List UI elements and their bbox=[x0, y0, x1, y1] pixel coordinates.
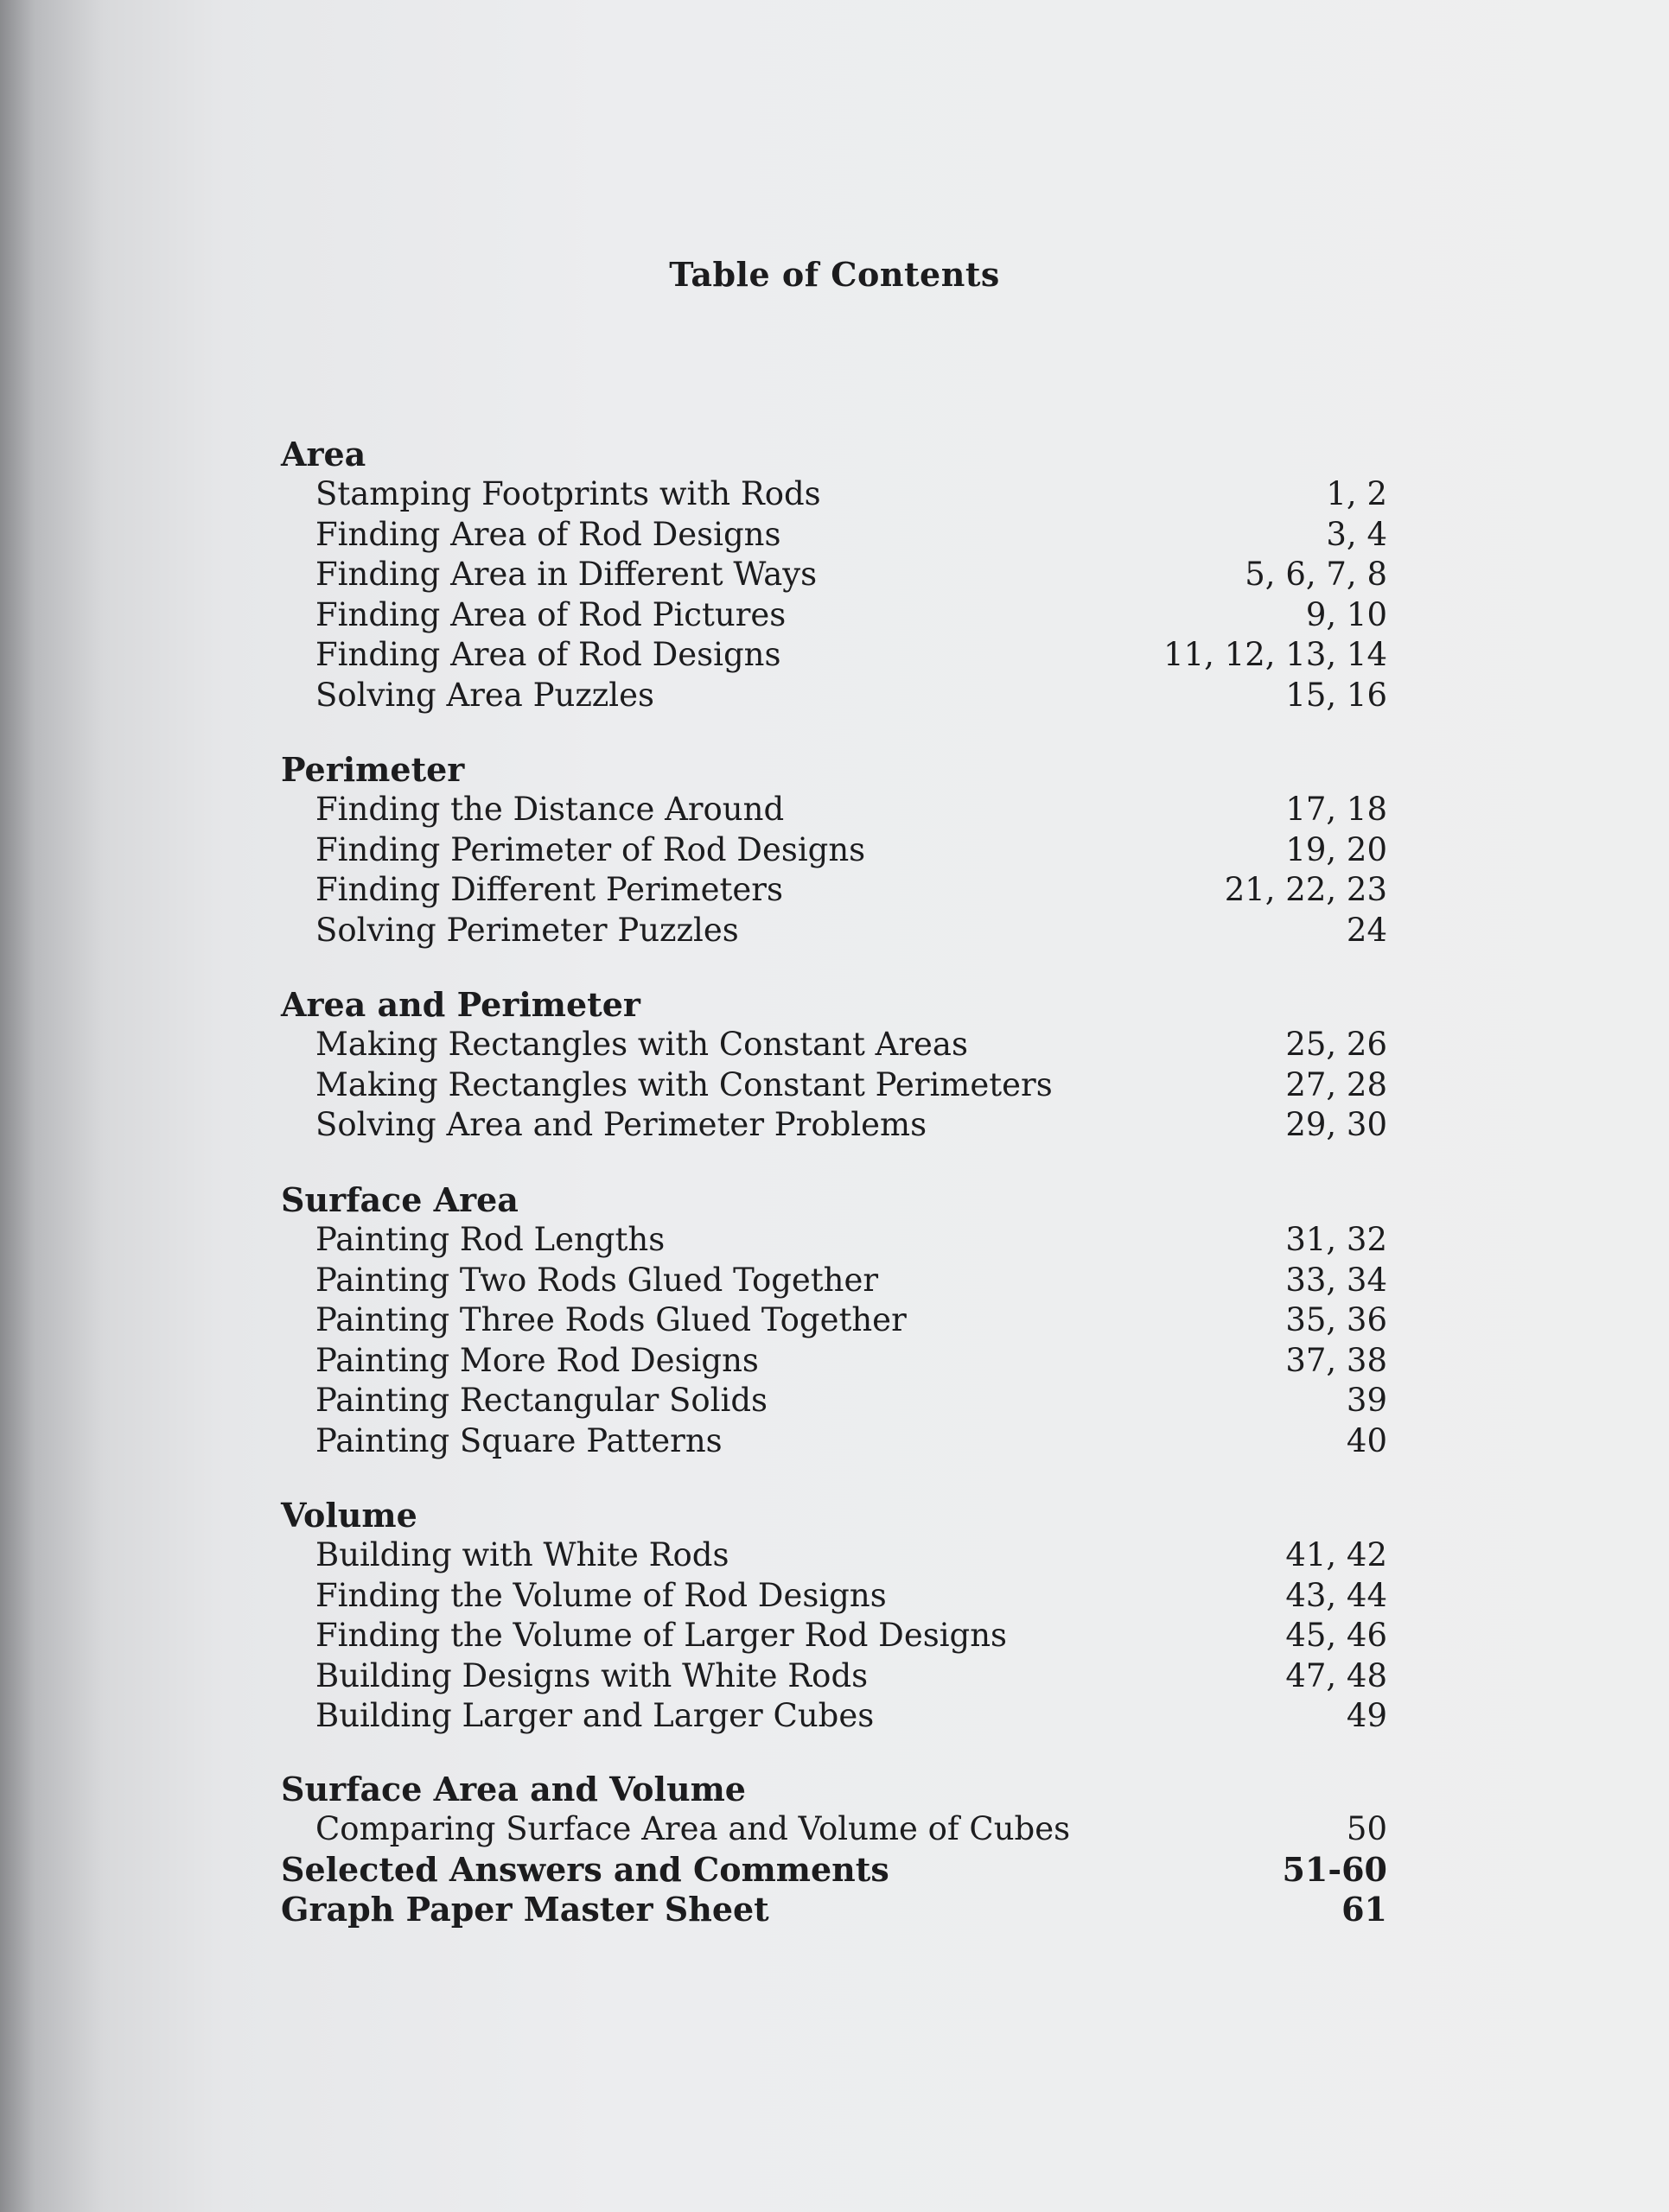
entry-label: Finding Area of Rod Designs bbox=[315, 515, 781, 553]
toc-entry bbox=[281, 635, 1387, 676]
toc-entry bbox=[281, 1025, 1387, 1065]
section-heading: Perimeter bbox=[281, 750, 465, 789]
entry-pages: 1, 2 bbox=[1326, 475, 1387, 512]
entry-pages: 15, 16 bbox=[1285, 676, 1387, 714]
entry-label: Selected Answers and Comments bbox=[281, 1849, 889, 1889]
section-heading: Volume bbox=[281, 1496, 417, 1535]
toc-entry bbox=[281, 1421, 1387, 1462]
entry-pages: 47, 48 bbox=[1285, 1656, 1387, 1694]
entry-pages: 49 bbox=[1346, 1697, 1387, 1734]
entry-pages: 50 bbox=[1346, 1810, 1387, 1847]
entry-label: Stamping Footprints with Rods bbox=[315, 475, 821, 512]
entry-pages: 19, 20 bbox=[1285, 830, 1387, 868]
entry-pages: 21, 22, 23 bbox=[1224, 871, 1387, 908]
toc-entry bbox=[281, 1696, 1387, 1737]
entry-pages: 39 bbox=[1346, 1382, 1387, 1419]
entry-pages: 51-60 bbox=[1282, 1849, 1387, 1889]
entry-label: Painting Three Rods Glued Together bbox=[315, 1301, 907, 1338]
entry-pages: 24 bbox=[1346, 911, 1387, 949]
entry-pages: 17, 18 bbox=[1285, 791, 1387, 828]
toc-entry bbox=[281, 1656, 1387, 1697]
entry-label: Solving Area Puzzles bbox=[315, 676, 655, 714]
entry-pages: 29, 30 bbox=[1285, 1106, 1387, 1143]
entry-label: Building with White Rods bbox=[315, 1536, 729, 1573]
page-title: Table of Contents bbox=[669, 255, 1000, 294]
toc-entry bbox=[281, 1616, 1387, 1656]
toc-entry bbox=[281, 1809, 1387, 1850]
entry-label: Making Rectangles with Constant Areas bbox=[315, 1026, 968, 1063]
toc-section-perimeter bbox=[281, 750, 1387, 950]
section-heading: Area bbox=[281, 435, 366, 474]
entry-pages: 3, 4 bbox=[1326, 515, 1387, 553]
entry-pages: 31, 32 bbox=[1285, 1221, 1387, 1258]
toc-entry bbox=[281, 911, 1387, 951]
entry-label: Painting Square Patterns bbox=[315, 1421, 723, 1459]
entry-pages: 11, 12, 13, 14 bbox=[1163, 636, 1387, 673]
toc-section-surface-area-and-volume bbox=[281, 1770, 1387, 1930]
entry-pages: 25, 26 bbox=[1285, 1026, 1387, 1063]
entry-label: Finding the Distance Around bbox=[315, 791, 785, 828]
entry-label: Finding Area of Rod Pictures bbox=[315, 595, 787, 633]
entry-pages: 43, 44 bbox=[1285, 1576, 1387, 1614]
toc-section-area bbox=[281, 435, 1387, 715]
section-heading: Area and Perimeter bbox=[281, 985, 640, 1024]
toc-section-area-and-perimeter bbox=[281, 985, 1387, 1146]
entry-label: Building Designs with White Rods bbox=[315, 1656, 869, 1694]
toc-section-surface-area bbox=[281, 1180, 1387, 1461]
entry-pages: 37, 38 bbox=[1285, 1341, 1387, 1379]
toc-entry bbox=[281, 1341, 1387, 1382]
entry-label: Finding Perimeter of Rod Designs bbox=[315, 830, 866, 868]
entry-label: Finding the Volume of Larger Rod Designs bbox=[315, 1617, 1008, 1654]
toc-entry bbox=[281, 790, 1387, 830]
entry-label: Solving Area and Perimeter Problems bbox=[315, 1106, 927, 1143]
toc-entry bbox=[281, 1065, 1387, 1106]
entry-label: Painting Two Rods Glued Together bbox=[315, 1261, 879, 1299]
toc-section-volume bbox=[281, 1496, 1387, 1737]
toc-entry bbox=[281, 870, 1387, 911]
entry-label: Comparing Surface Area and Volume of Cubes bbox=[315, 1810, 1071, 1847]
entry-pages: 35, 36 bbox=[1285, 1301, 1387, 1338]
entry-label: Finding the Volume of Rod Designs bbox=[315, 1576, 887, 1614]
entry-pages: 41, 42 bbox=[1285, 1536, 1387, 1573]
entry-pages: 9, 10 bbox=[1305, 595, 1387, 633]
toc-entry bbox=[281, 830, 1387, 871]
entry-label: Finding Different Perimeters bbox=[315, 871, 783, 908]
toc-entry bbox=[281, 1576, 1387, 1617]
entry-pages: 27, 28 bbox=[1285, 1065, 1387, 1103]
toc-entry bbox=[281, 1105, 1387, 1146]
toc-entry bbox=[281, 1381, 1387, 1421]
toc-entry bbox=[281, 555, 1387, 595]
toc-entry bbox=[281, 1261, 1387, 1301]
entry-label: Finding Area in Different Ways bbox=[315, 556, 818, 593]
entry-label: Building Larger and Larger Cubes bbox=[315, 1697, 875, 1734]
entry-pages: 33, 34 bbox=[1285, 1261, 1387, 1299]
toc-entry bbox=[281, 515, 1387, 556]
toc-entry bbox=[281, 474, 1387, 515]
toc-entry bbox=[281, 595, 1387, 636]
toc-entry bbox=[281, 1300, 1387, 1341]
entry-label: Painting More Rod Designs bbox=[315, 1341, 759, 1379]
entry-label: Painting Rectangular Solids bbox=[315, 1382, 768, 1419]
entry-label: Graph Paper Master Sheet bbox=[281, 1890, 769, 1929]
toc-entry bbox=[281, 676, 1387, 716]
toc-entry bbox=[281, 1220, 1387, 1261]
toc-entry bbox=[281, 1535, 1387, 1576]
toc-entry-selected-answers bbox=[281, 1850, 1387, 1891]
section-heading: Surface Area bbox=[281, 1180, 519, 1219]
entry-pages: 45, 46 bbox=[1285, 1617, 1387, 1654]
entry-label: Painting Rod Lengths bbox=[315, 1221, 666, 1258]
section-heading: Surface Area and Volume bbox=[281, 1770, 746, 1808]
entry-pages: 40 bbox=[1346, 1421, 1387, 1459]
entry-label: Making Rectangles with Constant Perimeters bbox=[315, 1065, 1053, 1103]
toc-entry-graph-paper bbox=[281, 1890, 1387, 1930]
entry-label: Finding Area of Rod Designs bbox=[315, 636, 781, 673]
entry-pages: 61 bbox=[1341, 1890, 1387, 1929]
entry-label: Solving Perimeter Puzzles bbox=[315, 911, 739, 949]
entry-pages: 5, 6, 7, 8 bbox=[1245, 556, 1387, 593]
